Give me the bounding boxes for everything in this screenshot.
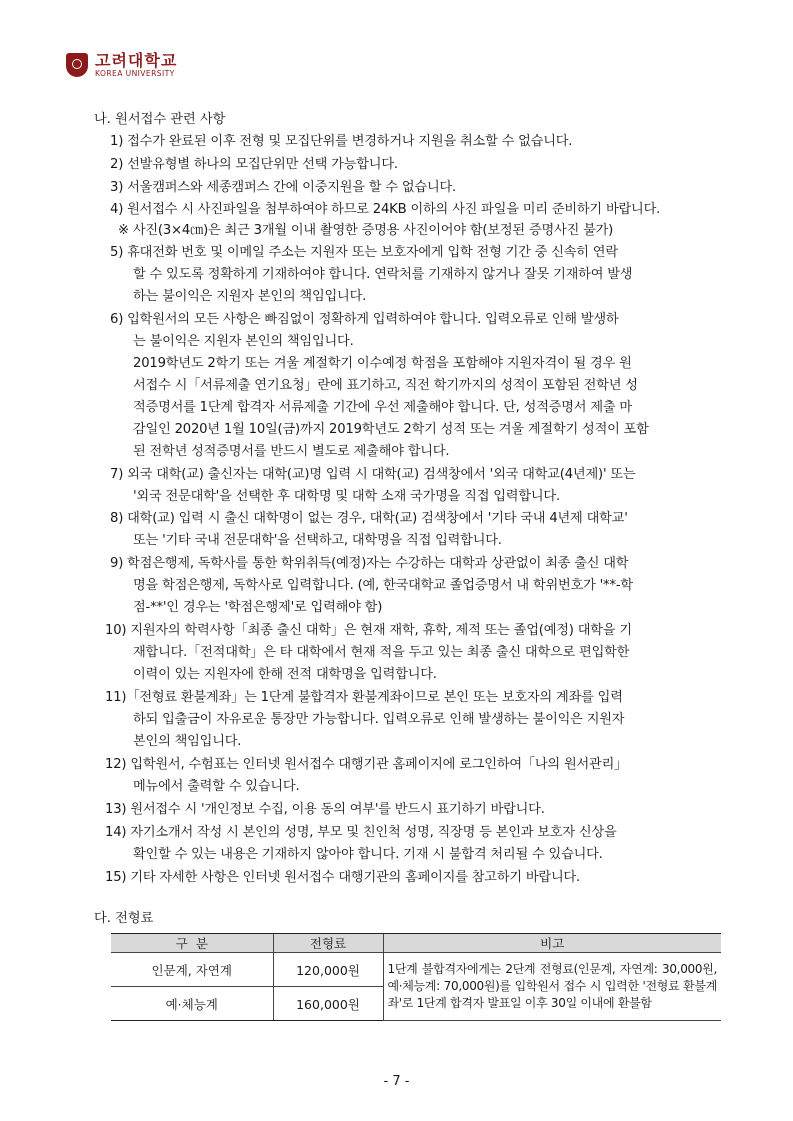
list-item: 9) 학점은행제, 독학사를 통한 학위취득(예정)자는 수강하는 대학과 상관없이 최종 출신 대학 bbox=[110, 556, 629, 571]
section-da-title: 다. 전형료 bbox=[94, 911, 154, 926]
list-item: 1) 접수가 완료된 이후 전형 및 모집단위를 변경하거나 지원을 취소할 수 없습니다. bbox=[110, 134, 573, 149]
table-row bbox=[111, 953, 721, 987]
list-item: 3) 서울캠퍼스와 세종캠퍼스 간에 이중지원을 할 수 없습니다. bbox=[110, 180, 457, 195]
list-item-continuation: 메뉴에서 출력할 수 있습니다. bbox=[133, 779, 300, 794]
list-item-continuation: 적증명서를 1단계 합격자 서류제출 기간에 우선 제출해야 합니다. 단, 성적증명서 제출 마 bbox=[133, 400, 632, 415]
list-item: 10) 지원자의 학력사항「최종 출신 대학」은 현재 재학, 휴학, 제적 또는 졸업(예정) 대학을 기 bbox=[105, 623, 632, 638]
list-item-continuation: 재합니다.「전적대학」은 타 대학에서 현재 적을 두고 있는 최종 출신 대학으로 편입학한 bbox=[133, 645, 630, 660]
list-item: 8) 대학(교) 입력 시 출신 대학명이 없는 경우, 대학(교) 검색창에서 '기타 국내 4년제 대학교' bbox=[110, 511, 628, 526]
list-item: 4) 원서접수 시 사진파일을 첨부하여야 하므로 24KB 이하의 사진 파일을 미리 준비하기 바랍니다. bbox=[110, 202, 661, 217]
list-item-continuation: 확인할 수 있는 내용은 기재하지 않아야 합니다. 기재 시 불합격 처리될 수 있습니다. bbox=[133, 847, 603, 862]
list-item: 13) 원서접수 시 '개인정보 수집, 이용 동의 여부'를 반드시 표기하기 바랍니다. bbox=[105, 802, 545, 817]
list-item: 11)「전형료 환불계좌」는 1단계 불합격자 환불계좌이므로 본인 또는 보호자의 계좌를 입력 bbox=[105, 690, 623, 705]
list-item: 15) 기타 자세한 사항은 인터넷 원서접수 대행기관의 홈페이지를 참고하기 바랍니다. bbox=[105, 870, 581, 885]
column-header-category: 구 분 bbox=[111, 934, 273, 953]
university-logo bbox=[66, 52, 177, 78]
list-item: 5) 휴대전화 번호 및 이메일 주소는 지원자 또는 보호자에게 입학 전형 기간 중 신속히 연락 bbox=[110, 245, 618, 260]
fee-table bbox=[111, 933, 721, 1021]
logo-korean-text: 고려대학교 bbox=[95, 51, 178, 70]
list-item-continuation: 할 수 있도록 정확하게 기재하여야 합니다. 연락처를 기재하지 않거나 잘못 기재하여 발생 bbox=[133, 267, 633, 282]
university-seal-icon bbox=[66, 53, 88, 77]
list-item-continuation: 된 전학년 성적증명서를 반드시 별도로 제출해야 합니다. bbox=[133, 444, 450, 459]
list-item: 14) 자기소개서 작성 시 본인의 성명, 부모 및 친인척 성명, 직장명 등 본인과 보호자 신상을 bbox=[105, 825, 617, 840]
fee-cell: 120,000원 bbox=[273, 953, 383, 987]
list-item-continuation: 감일인 2020년 1월 10일(금)까지 2019학년도 2학기 성적 또는 겨울 계절학기 성적이 포함 bbox=[133, 422, 649, 437]
category-cell: 예·체능계 bbox=[111, 987, 273, 1021]
list-item-continuation: '외국 전문대학'을 선택한 후 대학명 및 대학 소재 국가명을 직접 입력합니다. bbox=[133, 489, 560, 504]
photo-note: ※ 사진(3×4㎝)은 최근 3개월 이내 촬영한 증명용 사진이어야 함(보정된 증명사진 불가) bbox=[118, 223, 614, 238]
list-item-continuation: 또는 '기타 국내 전문대학'을 선택하고, 대학명을 직접 입력합니다. bbox=[133, 533, 502, 548]
section-na-title: 나. 원서접수 관련 사항 bbox=[94, 112, 226, 127]
list-item-continuation: 명을 학점은행제, 독학사로 입력합니다. (예, 한국대학교 졸업증명서 내 학위번호가 '**-학 bbox=[133, 578, 633, 593]
table-header-row bbox=[111, 934, 721, 953]
list-item: 7) 외국 대학(교) 출신자는 대학(교)명 입력 시 대학(교) 검색창에서 '외국 대학교(4년제)' 또는 bbox=[110, 467, 636, 482]
list-item-continuation: 점-**'인 경우는 '학점은행제'로 입력해야 함) bbox=[133, 600, 383, 615]
list-item-continuation: 는 불이익은 지원자 본인의 책임입니다. bbox=[133, 334, 354, 349]
list-item-continuation: 이력이 있는 지원자에 한해 전적 대학명을 입력합니다. bbox=[133, 667, 437, 682]
note-cell: 1단계 불합격자에게는 2단계 전형료(인문계, 자연계: 30,000원, 예·체능계: 70,000원)를 입학원서 접수 시 입력한 '전형료 환불계좌'로 1단계 합격자 발표일 이후 30일 이내에 환불함 bbox=[383, 953, 721, 1021]
list-item: 6) 입학원서의 모든 사항은 빠짐없이 정확하게 입력하여야 합니다. 입력오류로 인해 발생하 bbox=[110, 312, 619, 327]
list-item: 2) 선발유형별 하나의 모집단위만 선택 가능합니다. bbox=[110, 157, 398, 172]
logo-english-text: KOREA UNIVERSITY bbox=[95, 69, 175, 78]
page-number: - 7 - bbox=[383, 1074, 410, 1089]
column-header-fee: 전형료 bbox=[273, 934, 383, 953]
list-item-continuation: 하는 불이익은 지원자 본인의 책임입니다. bbox=[133, 289, 367, 304]
category-cell: 인문계, 자연계 bbox=[111, 953, 273, 987]
list-item: 12) 입학원서, 수험표는 인터넷 원서접수 대행기관 홈페이지에 로그인하여「나의 원서관리」 bbox=[105, 757, 628, 772]
list-item-continuation: 서접수 시「서류제출 연기요청」란에 표기하고, 직전 학기까지의 성적이 포함된 전학년 성 bbox=[133, 378, 638, 393]
list-item-continuation: 본인의 책임입니다. bbox=[133, 734, 242, 749]
fee-cell: 160,000원 bbox=[273, 987, 383, 1021]
list-item-continuation: 2019학년도 2학기 또는 겨울 계절학기 이수예정 학점을 포함해야 지원자격이 될 경우 원 bbox=[133, 356, 632, 371]
list-item-continuation: 하되 입출금이 자유로운 통장만 가능합니다. 입력오류로 인해 발생하는 불이익은 지원자 bbox=[133, 712, 625, 727]
column-header-note: 비고 bbox=[383, 934, 721, 953]
